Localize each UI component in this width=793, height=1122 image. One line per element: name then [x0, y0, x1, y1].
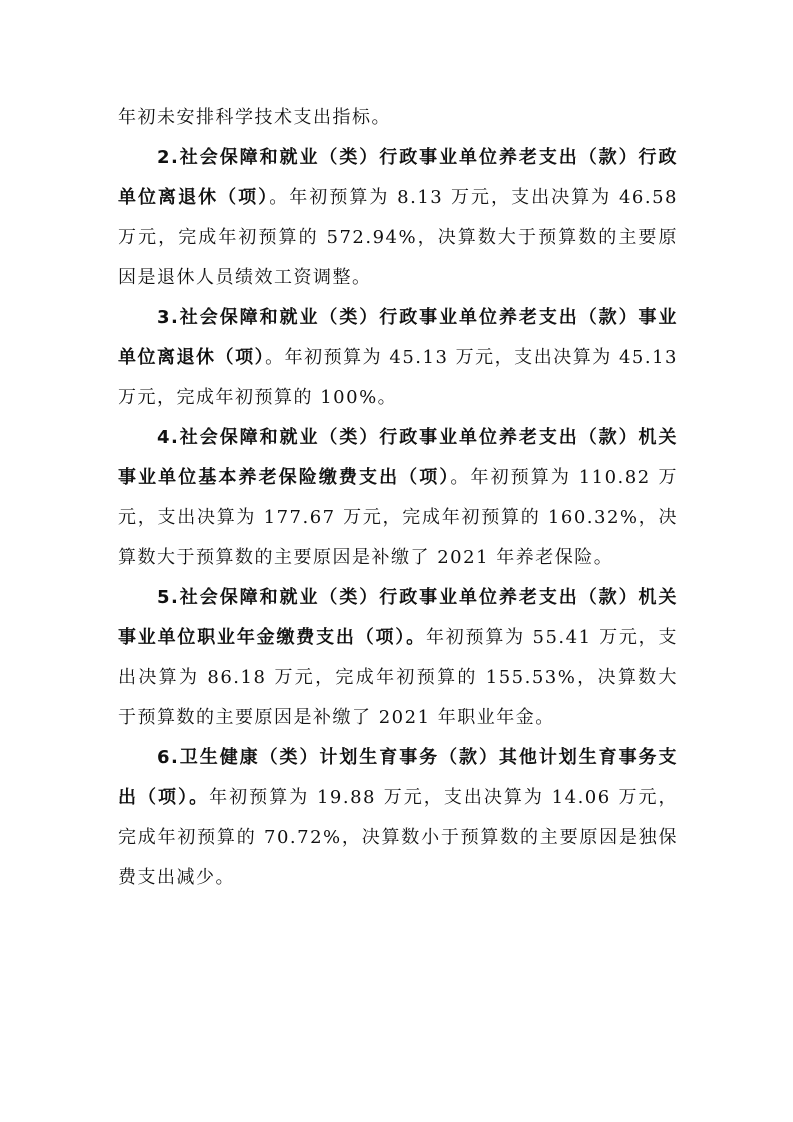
paragraph-body: 。年初预算为 110.82 万元，支出决算为 177.67 万元，完成年初预算的 160.32%，决算数大于预算数的主要原因是补缴了 2021 年养老保险。 [118, 467, 678, 568]
paragraph-body: 年初预算为 55.41 万元，支出决算为 86.18 万元，完成年初预算的 155.53%，决算数大于预算数的主要原因是补缴了 2021 年职业年金。 [118, 627, 678, 728]
paragraph-item-4 [118, 418, 678, 578]
paragraph-item-5 [118, 578, 678, 738]
paragraph-item-2 [118, 138, 678, 298]
paragraph-heading: 2.社会保障和就业（类）行政事业单位养老支出（款）行政单位离退休（项） [118, 147, 678, 208]
paragraph-heading: 6.卫生健康（类）计划生育事务（款）其他计划生育事务支出（项）。 [118, 747, 678, 808]
paragraph-item-3 [118, 298, 678, 418]
paragraph-body: 年初未安排科学技术支出指标。 [118, 107, 391, 128]
paragraph-continuation [118, 98, 678, 138]
paragraph-body: 年初预算为 19.88 万元，支出决算为 14.06 万元，完成年初预算的 70.72%，决算数小于预算数的主要原因是独保费支出减少。 [118, 787, 679, 888]
paragraph-heading: 5.社会保障和就业（类）行政事业单位养老支出（款）机关事业单位职业年金缴费支出（项）。 [118, 587, 678, 648]
paragraph-body: 。年初预算为 45.13 万元，支出决算为 45.13 万元，完成年初预算的 100%。 [118, 347, 678, 408]
paragraph-heading: 3.社会保障和就业（类）行政事业单位养老支出（款）事业单位离退休（项） [118, 307, 678, 368]
paragraph-heading: 4.社会保障和就业（类）行政事业单位养老支出（款）机关事业单位基本养老保险缴费支出（项） [118, 427, 678, 488]
document-page [118, 98, 678, 898]
paragraph-item-6 [118, 738, 678, 898]
paragraph-body: 。年初预算为 8.13 万元，支出决算为 46.58 万元，完成年初预算的 572.94%，决算数大于预算数的主要原因是退休人员绩效工资调整。 [118, 187, 678, 288]
